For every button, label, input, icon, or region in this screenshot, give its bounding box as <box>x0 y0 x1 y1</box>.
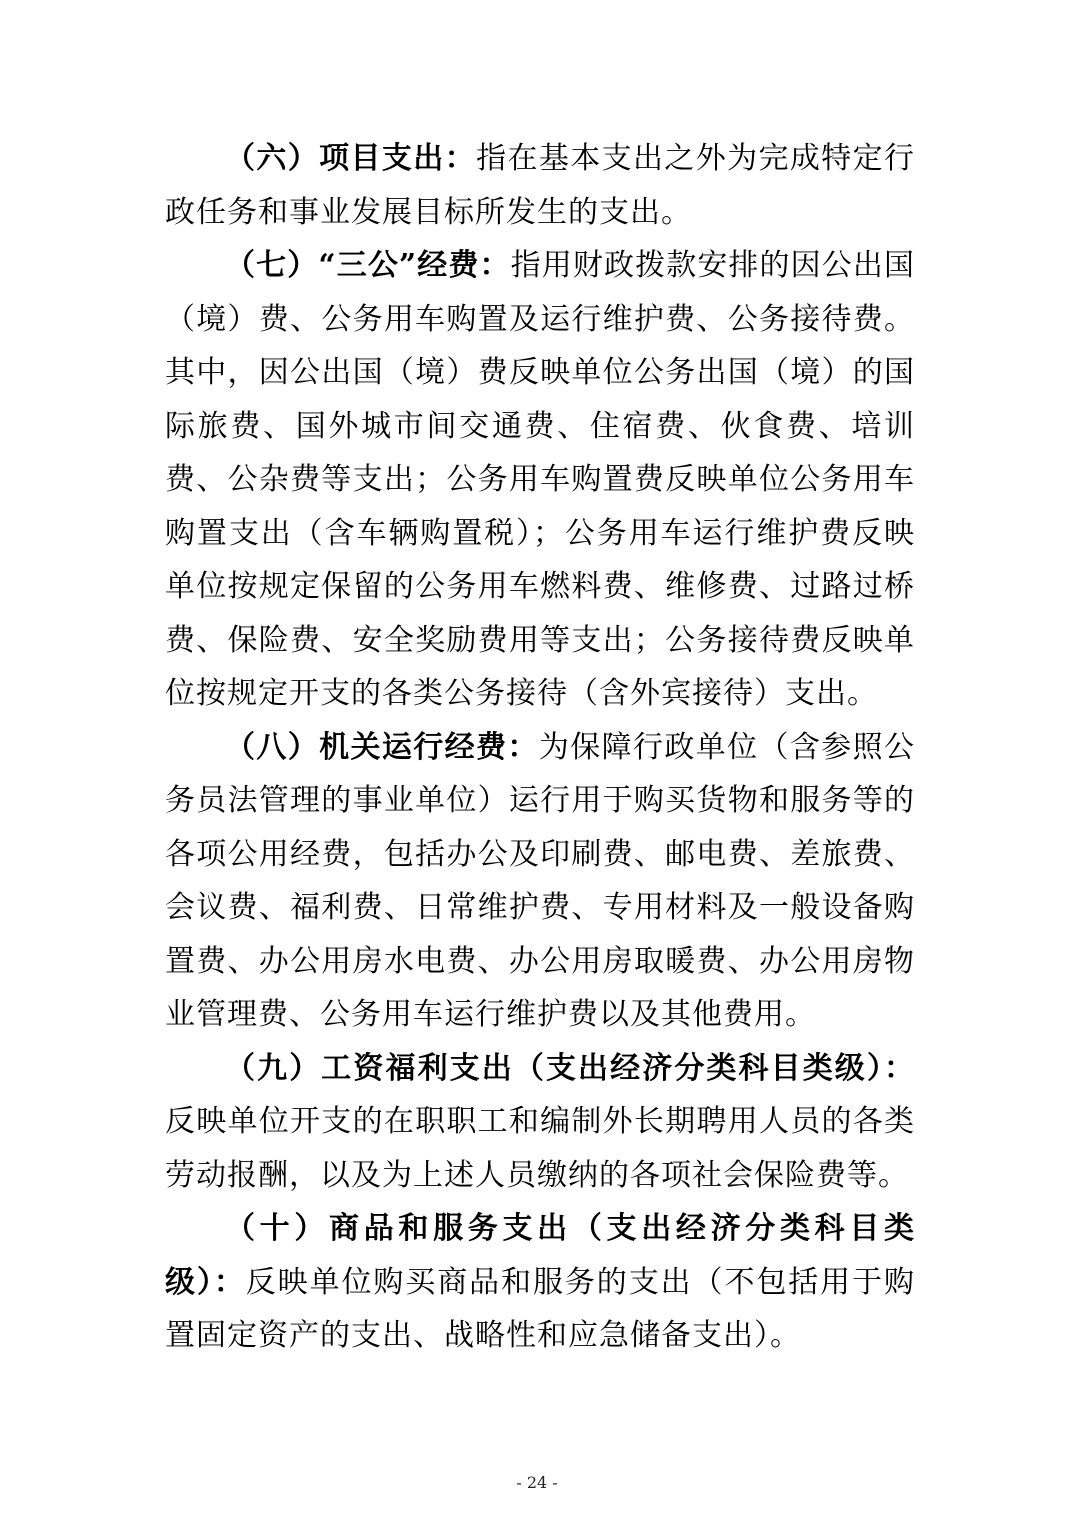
paragraph-text: 反映单位开支的在职职工和编制外长期聘用人员的各类劳动报酬，以及为上述人员缴纳的各项社会保险费等。 <box>165 1104 915 1193</box>
page-number: - 24 - <box>516 1473 558 1492</box>
paragraph-term: （八）机关运行经费： <box>225 729 539 765</box>
paragraph-text: 为保障行政单位（含参照公务员法管理的事业单位）运行用于购买货物和服务等的各项公用经费，包括办公及印刷费、邮电费、差旅费、会议费、福利费、日常维护费、专用材料及一般设备购置费、办公用房水电费、办公用房取暖费、办公用房物业管理费、公务用车运行维护费以及其他费用。 <box>165 729 916 1032</box>
paragraph-term: （七）“三公”经费： <box>225 248 511 283</box>
paragraph-wages-welfare-expenditure <box>165 1042 915 1203</box>
paragraph-term: （九）工资福利支出（支出经济分类科目类级）： <box>225 1050 915 1086</box>
paragraph-three-public-expenses <box>165 239 915 721</box>
paragraph-term: （六）项目支出： <box>225 141 477 176</box>
paragraph-term: （十）商品和服务支出（支出经济分类科目类级）： <box>165 1211 915 1300</box>
paragraph-text: 指用财政拨款安排的因公出国（境）费、公务用车购置及运行维护费、公务接待费。其中，因公出国（境）费反映单位公务出国（境）的国际旅费、国外城市间交通费、住宿费、伙食费、培训费、公杂费等支出；公务用车购置费反映单位公务用车购置支出（含车辆购置税）；公务用车运行维护费反映单位按规定保留的公务用车燃料费、维修费、过路过桥费、保险费、安全奖励费用等支出；公务接待费反映单位按规定开支的各类公务接待（含外宾接待）支出。 <box>165 248 915 711</box>
paragraph-project-expenditure <box>165 132 915 239</box>
paragraph-text: 指在基本支出之外为完成特定行政任务和事业发展目标所发生的支出。 <box>165 141 916 230</box>
paragraph-agency-operating-expenses <box>165 721 915 1042</box>
paragraph-text: 反映单位购买商品和服务的支出（不包括用于购置固定资产的支出、战略性和应急储备支出）。 <box>165 1264 916 1353</box>
document-body <box>165 132 915 1363</box>
paragraph-goods-services-expenditure <box>165 1202 915 1363</box>
